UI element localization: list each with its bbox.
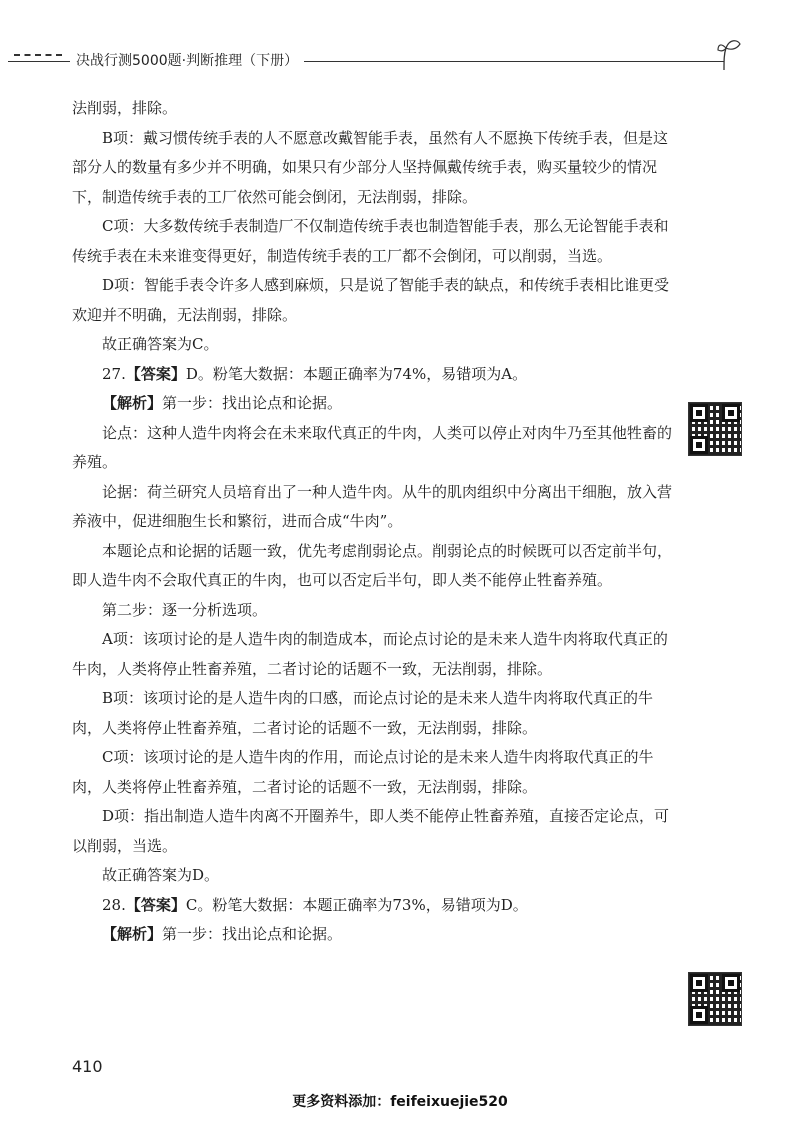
- body-paragraph: C项：大多数传统手表制造厂不仅制造传统手表也制造智能手表，那么无论智能手表和传统手表在未来谁变得更好，制造传统手表的工厂都不会倒闭，可以削弱，当选。: [72, 217, 669, 265]
- page-number: 410: [72, 1057, 103, 1076]
- q27-analysis-line: [72, 389, 672, 419]
- body-paragraph: B项：该项讨论的是人造牛肉的口感，而论点讨论的是未来人造牛肉将取代真正的牛肉，人类将停止牲畜养殖，二者讨论的话题不一致，无法削弱，排除。: [72, 689, 654, 737]
- body-paragraph: 本题论点和论据的话题一致，优先考虑削弱论点。削弱论点的时候既可以否定前半句，即人造牛肉不会取代真正的牛肉，也可以否定后半句，即人类不能停止牲畜养殖。: [72, 541, 673, 589]
- q28-answer-tag: 【答案】: [125, 895, 186, 914]
- qr-finder: [690, 1006, 708, 1024]
- qr-finder: [690, 436, 708, 454]
- qr-finder: [722, 404, 740, 422]
- body-paragraph: 故正确答案为D。: [102, 866, 220, 884]
- q28-answer-line: [72, 891, 672, 921]
- qr-finder: [690, 974, 708, 992]
- q28-answer-text: C。粉笔大数据：本题正确率为73%，易错项为D。: [185, 895, 528, 914]
- qr-finder: [690, 404, 708, 422]
- qr-code-icon[interactable]: [688, 402, 742, 456]
- body-paragraph: B项：戴习惯传统手表的人不愿意改戴智能手表，虽然有人不愿换下传统手表，但是这部分人的数量有多少并不明确，如果只有少部分人坚持佩戴传统手表，购买量较少的情况下，制造传统手表的工厂依然可能会倒闭，无法削弱，排除。: [72, 128, 669, 206]
- body-paragraph: 法削弱，排除。: [72, 99, 178, 117]
- body-paragraph: C项：该项讨论的是人造牛肉的作用，而论点讨论的是未来人造牛肉将取代真正的牛肉，人类将停止牲畜养殖，二者讨论的话题不一致，无法削弱，排除。: [72, 748, 654, 796]
- body-paragraph: 论点：这种人造牛肉将会在未来取代真正的牛肉，人类可以停止对肉牛乃至其他牲畜的养殖。: [72, 423, 673, 471]
- q27-analysis-tag: 【解析】: [102, 394, 163, 412]
- body-paragraph: D项：指出制造人造牛肉离不开圈养牛，即人类不能停止牲畜养殖，直接否定论点，可以削弱，当选。: [72, 807, 670, 855]
- footer-watermark-note: 更多资料添加：feifeixuejie520: [292, 1094, 508, 1110]
- body-paragraph: A项：该项讨论的是人造牛肉的制造成本，而论点讨论的是未来人造牛肉将取代真正的牛肉，人类将停止牲畜养殖，二者讨论的话题不一致，无法削弱，排除。: [72, 630, 668, 678]
- q28-analysis-line: [72, 920, 672, 950]
- body-paragraph: 论据：荷兰研究人员培育出了一种人造牛肉。从牛的肌肉组织中分离出干细胞，放入营养液中，促进细胞生长和繁衍，进而合成“牛肉”。: [72, 482, 673, 530]
- page-body: [72, 94, 672, 950]
- body-paragraph: 故正确答案为C。: [102, 335, 219, 353]
- q27-answer-tag: 【答案】: [125, 364, 186, 383]
- q27-answer-line: [72, 360, 672, 390]
- sprout-icon: [716, 36, 746, 70]
- q27-number: 27.: [102, 364, 126, 383]
- qr-finder: [722, 974, 740, 992]
- q28-analysis-text: 第一步：找出论点和论据。: [162, 925, 343, 943]
- body-paragraph: 第二步：逐一分析选项。: [102, 600, 268, 619]
- q27-analysis-text: 第一步：找出论点和论据。: [162, 394, 343, 412]
- q27-answer-text: D。粉笔大数据：本题正确率为74%，易错项为A。: [185, 364, 528, 383]
- header-dash-line: [14, 54, 62, 56]
- q28-number: 28.: [102, 895, 126, 914]
- q28-analysis-tag: 【解析】: [102, 925, 163, 943]
- qr-code-icon[interactable]: [688, 972, 742, 1026]
- body-paragraph: D项：智能手表令许多人感到麻烦，只是说了智能手表的缺点，和传统手表相比谁更受欢迎并不明确，无法削弱，排除。: [72, 276, 670, 324]
- running-header-title: 决战行测5000题·判断推理（下册）: [70, 50, 304, 70]
